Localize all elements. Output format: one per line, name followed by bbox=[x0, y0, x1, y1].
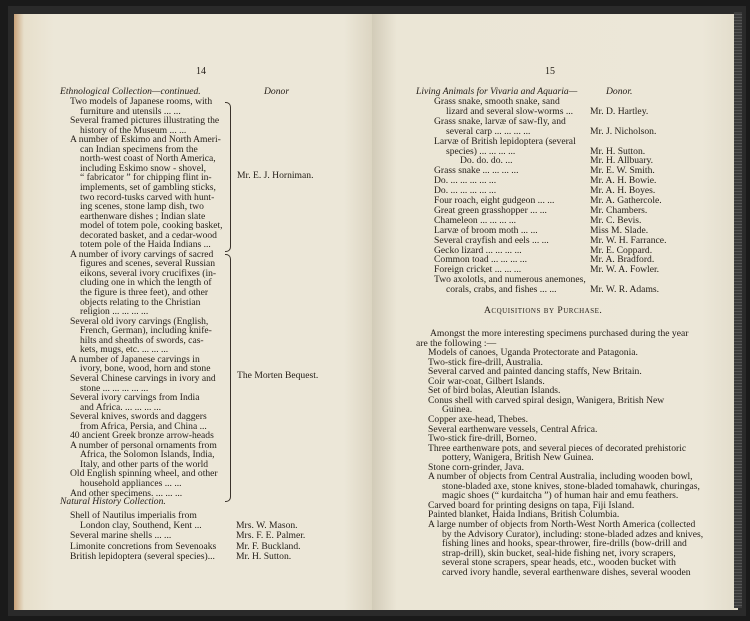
living-animal-donor: Mr. E. Coppard. bbox=[590, 244, 653, 256]
entry-line: including Eskimo snow - shovel, bbox=[80, 162, 207, 174]
living-animal-donor: Mr. W. R. Adams. bbox=[590, 284, 660, 296]
entry-line: north-west coast of North America, bbox=[80, 153, 216, 165]
purchase-item: Three earthenware pots, and several pieces of decorated prehistoric bbox=[428, 442, 687, 454]
purchase-heading: Acquisitions by Purchase. bbox=[484, 305, 603, 316]
entry-line: household appliances ... ... bbox=[80, 478, 182, 489]
purchase-item: Painted blanket, Haida Indians, British Columbia. bbox=[428, 509, 620, 521]
natural-history-item: Shell of Nautilus imperialis from bbox=[70, 510, 197, 521]
entry-line: model of totem pole, cooking basket, bbox=[80, 220, 223, 232]
entry-line: A number of Eskimo and North Ameri- bbox=[70, 134, 221, 146]
natural-history-item: Several marine shells ... ... bbox=[70, 530, 172, 542]
living-animal-donor: Mr. Chambers. bbox=[590, 204, 648, 216]
living-animal-donor: Mr. W. A. Fowler. bbox=[590, 264, 660, 276]
entry-line: stone ... ... ... ... ... bbox=[80, 382, 149, 394]
entry-line: objects relating to the Christian bbox=[80, 296, 201, 308]
entry-line: A number of personal ornaments from bbox=[70, 439, 217, 451]
living-animal-item: Larvæ of British lepidoptera (several bbox=[434, 135, 576, 147]
entry-line: figures and scenes, several Russian bbox=[80, 258, 216, 270]
entry-line: Several Chinese carvings in ivory and bbox=[70, 372, 216, 384]
living-animal-item: Grass snake ... ... ... ... bbox=[434, 165, 519, 177]
entry-line: hilts and sheaths of swords, cas- bbox=[80, 334, 204, 346]
entry-line: Africa, the Solomon Islands, India, bbox=[80, 449, 215, 461]
living-animal-item: Foreign cricket ... ... ... bbox=[434, 264, 522, 276]
entry-line: and Africa. ... ... ... ... bbox=[80, 401, 161, 413]
purchase-item: Two-stick fire-drill, Borneo. bbox=[428, 433, 537, 445]
living-animal-donor: Mr. D. Hartley. bbox=[590, 105, 649, 117]
book-spread bbox=[8, 6, 746, 616]
book-edge bbox=[734, 12, 742, 608]
entry-line: the figure is three feet), and other bbox=[80, 287, 209, 298]
purchase-item: Guinea. bbox=[442, 404, 473, 416]
living-animal-item: Grass snake, larvæ of saw-fly, and bbox=[434, 115, 566, 127]
natural-history-heading: Natural History Collection. bbox=[60, 496, 166, 507]
entry-line: 40 ancient Greek bronze arrow-heads bbox=[70, 430, 214, 442]
living-animal-item: Do. do. do. ... bbox=[460, 155, 513, 167]
living-animal-item: several carp ... ... ... ... bbox=[446, 125, 531, 137]
entry-line: Old English spinning wheel, and other bbox=[70, 468, 218, 480]
living-animal-item: Gecko lizard ... ... ... ... bbox=[434, 244, 522, 256]
living-animal-item: Great green grasshopper ... ... bbox=[434, 204, 547, 216]
entry-line: Several old ivory carvings (English, bbox=[70, 315, 209, 327]
left-page bbox=[14, 14, 373, 610]
living-animal-donor: Mr. W. H. Farrance. bbox=[590, 234, 667, 246]
natural-history-item: British lepidoptera (several species)... bbox=[70, 550, 215, 562]
entry-line: earthenware dishes ; Indian slate bbox=[80, 210, 206, 222]
natural-history-donor: Mr. F. Buckland. bbox=[236, 540, 301, 552]
living-animal-item: Larvæ of broom moth ... ... bbox=[434, 224, 538, 236]
purchase-item: magic shoes (“ kurdaitcha ”) of human hair and emu feathers. bbox=[442, 490, 679, 502]
natural-history-item: Limonite concretions from Sevenoaks bbox=[70, 540, 217, 552]
living-animal-donor: Mr. A. H. Bowie. bbox=[590, 175, 657, 187]
purchase-item: A number of objects from Central Australia, including wooden bowl, bbox=[428, 471, 693, 483]
purchase-item: fishing lines and hooks, spear-thrower, fire-drills (bow-drill and bbox=[442, 538, 687, 550]
brace-horniman bbox=[225, 102, 231, 252]
left-donor-header: Donor bbox=[264, 86, 290, 97]
natural-history-donor: Mr. H. Sutton. bbox=[236, 550, 292, 562]
entry-line: implements, set of gambling sticks, bbox=[80, 181, 216, 193]
living-animal-donor: Mr. A. Bradford. bbox=[590, 254, 655, 266]
natural-history-item: London clay, Southend, Kent ... bbox=[80, 520, 202, 532]
entry-line: Several ivory carvings from India bbox=[70, 392, 200, 404]
natural-history-donor: Mrs. F. E. Palmer. bbox=[236, 530, 306, 542]
entry-line: eikons, several ivory crucifixes (in- bbox=[80, 267, 217, 279]
living-animal-donor: Mr. H. Allbuary. bbox=[590, 155, 654, 167]
entry-line: can Indian specimens from the bbox=[80, 143, 198, 155]
purchase-item: Copper axe-head, Thebes. bbox=[428, 413, 528, 425]
living-animal-item: Several crayfish and eels ... ... bbox=[434, 234, 549, 246]
entry-line: Two models of Japanese rooms, with bbox=[70, 96, 213, 107]
living-animal-item: Common toad ... ... ... ... bbox=[434, 254, 528, 266]
entry-line: ivory, bone, wood, horn and stone bbox=[80, 363, 211, 375]
donor-morten: The Morten Bequest. bbox=[237, 370, 319, 381]
living-animal-item: corals, crabs, and fishes ... ... bbox=[446, 284, 557, 296]
purchase-item: by the Advisory Curator), including: stone-bladed adzes and knives, bbox=[442, 528, 704, 540]
right-heading: Living Animals for Vivaria and Aquaria— bbox=[416, 86, 578, 97]
living-animal-donor: Mr. J. Nicholson. bbox=[590, 125, 657, 137]
entry-line: And other specimens. ... ... ... bbox=[70, 487, 183, 499]
purchase-item: Amongst the more interesting specimens purchased during the year bbox=[430, 328, 689, 339]
entry-line: ing scenes, stone lamp dish, two bbox=[80, 201, 204, 213]
entry-line: kets, mugs, etc. ... ... ... bbox=[80, 344, 169, 356]
natural-history-donor: Mrs. W. Mason. bbox=[236, 520, 298, 532]
purchase-item: Stone corn-grinder, Java. bbox=[428, 461, 525, 473]
page-number-left: 14 bbox=[196, 66, 206, 77]
purchase-item: strap-drill), skin bucket, seal-hide fishing net, ivory scrapers, bbox=[442, 547, 676, 559]
purchase-item: carved ivory handle, several earthenware dishes, several wooden bbox=[442, 566, 691, 578]
entry-line: cluding one in which the length of bbox=[80, 277, 212, 289]
entry-line: French, German), including knife- bbox=[80, 325, 212, 337]
entry-line: decorated basket, and a cedar-wood bbox=[80, 229, 217, 241]
purchase-item: A large number of objects from North-West North America (collected bbox=[428, 519, 696, 530]
living-animal-item: lizard and several slow-worms ... bbox=[446, 105, 574, 117]
entry-line: from Africa, Persia, and China ... bbox=[80, 420, 207, 432]
purchase-item: Coir war-coat, Gilbert Islands. bbox=[428, 375, 545, 387]
purchase-item: Set of bird bolas, Aleutian Islands. bbox=[428, 385, 561, 397]
living-animal-donor: Mr. A. H. Boyes. bbox=[590, 185, 656, 197]
page-number-right: 15 bbox=[545, 66, 555, 77]
living-animal-item: Do. ... ... ... ... ... bbox=[434, 175, 497, 187]
entry-line: history of the Museum ... ... bbox=[80, 124, 187, 136]
entry-line: furniture and utensils ... ... bbox=[80, 105, 181, 117]
purchase-item: pottery, Wanigera, British New Guinea. bbox=[442, 452, 594, 464]
purchase-item: Two-stick fire-drill, Australia. bbox=[428, 356, 543, 368]
living-animal-item: species) ... ... ... ... bbox=[446, 145, 516, 157]
living-animal-item: Four roach, eight gudgeon ... ... bbox=[434, 195, 555, 206]
purchase-item: Models of canoes, Uganda Protectorate and Patagonia. bbox=[428, 347, 638, 359]
living-animal-item: Do. ... ... ... ... ... bbox=[434, 185, 497, 197]
entry-line: A number of ivory carvings of sacred bbox=[70, 248, 214, 260]
entry-line: Several knives, swords and daggers bbox=[70, 411, 207, 423]
living-animal-item: Two axolotls, and numerous anemones, bbox=[434, 274, 586, 286]
living-animal-donor: Mr. E. W. Smith. bbox=[590, 165, 655, 177]
living-animal-donor: Mr. A. Gathercole. bbox=[590, 195, 662, 206]
living-animal-item: Grass snake, smooth snake, sand bbox=[434, 96, 560, 107]
purchase-item: stone-bladed axe, stone knives, stone-bladed tomahawk, churingas, bbox=[442, 480, 700, 492]
right-donor-header: Donor. bbox=[606, 86, 633, 97]
donor-horniman: Mr. E. J. Horniman. bbox=[237, 170, 314, 181]
purchase-item: are the following :— bbox=[416, 337, 497, 349]
entry-line: A number of Japanese carvings in bbox=[70, 353, 200, 365]
purchase-item: Carved board for printing designs on tapa, Fiji Island. bbox=[428, 499, 635, 511]
entry-line: two record-tusks carved with hunt- bbox=[80, 191, 215, 203]
right-page bbox=[372, 14, 738, 610]
entry-line: “ fabricator ” for chipping flint in- bbox=[80, 172, 212, 184]
left-heading: Ethnological Collection—continued. bbox=[60, 86, 201, 97]
living-animal-item: Chameleon ... ... ... ... bbox=[434, 214, 517, 226]
brace-morten bbox=[225, 254, 231, 502]
entry-line: religion ... ... ... ... bbox=[80, 306, 149, 318]
purchase-item: several stone scrapers, spear heads, etc., wooden bucket with bbox=[442, 557, 676, 569]
purchase-item: Several earthenware vessels, Central Africa. bbox=[428, 423, 598, 435]
entry-line: Several framed pictures illustrating the bbox=[70, 115, 220, 127]
living-animal-donor: Miss M. Slade. bbox=[590, 224, 649, 236]
living-animal-donor: Mr. H. Sutton. bbox=[590, 145, 646, 157]
entry-line: Italy, and other parts of the world bbox=[80, 458, 209, 470]
purchase-item: Conus shell with carved spiral design, Wanigera, British New bbox=[428, 394, 665, 406]
entry-line: totem pole of the Haida Indians ... bbox=[80, 239, 211, 251]
purchase-item: Several carved and painted dancing staffs, New Britain. bbox=[428, 366, 642, 378]
living-animal-donor: Mr. C. Bevis. bbox=[590, 214, 642, 226]
